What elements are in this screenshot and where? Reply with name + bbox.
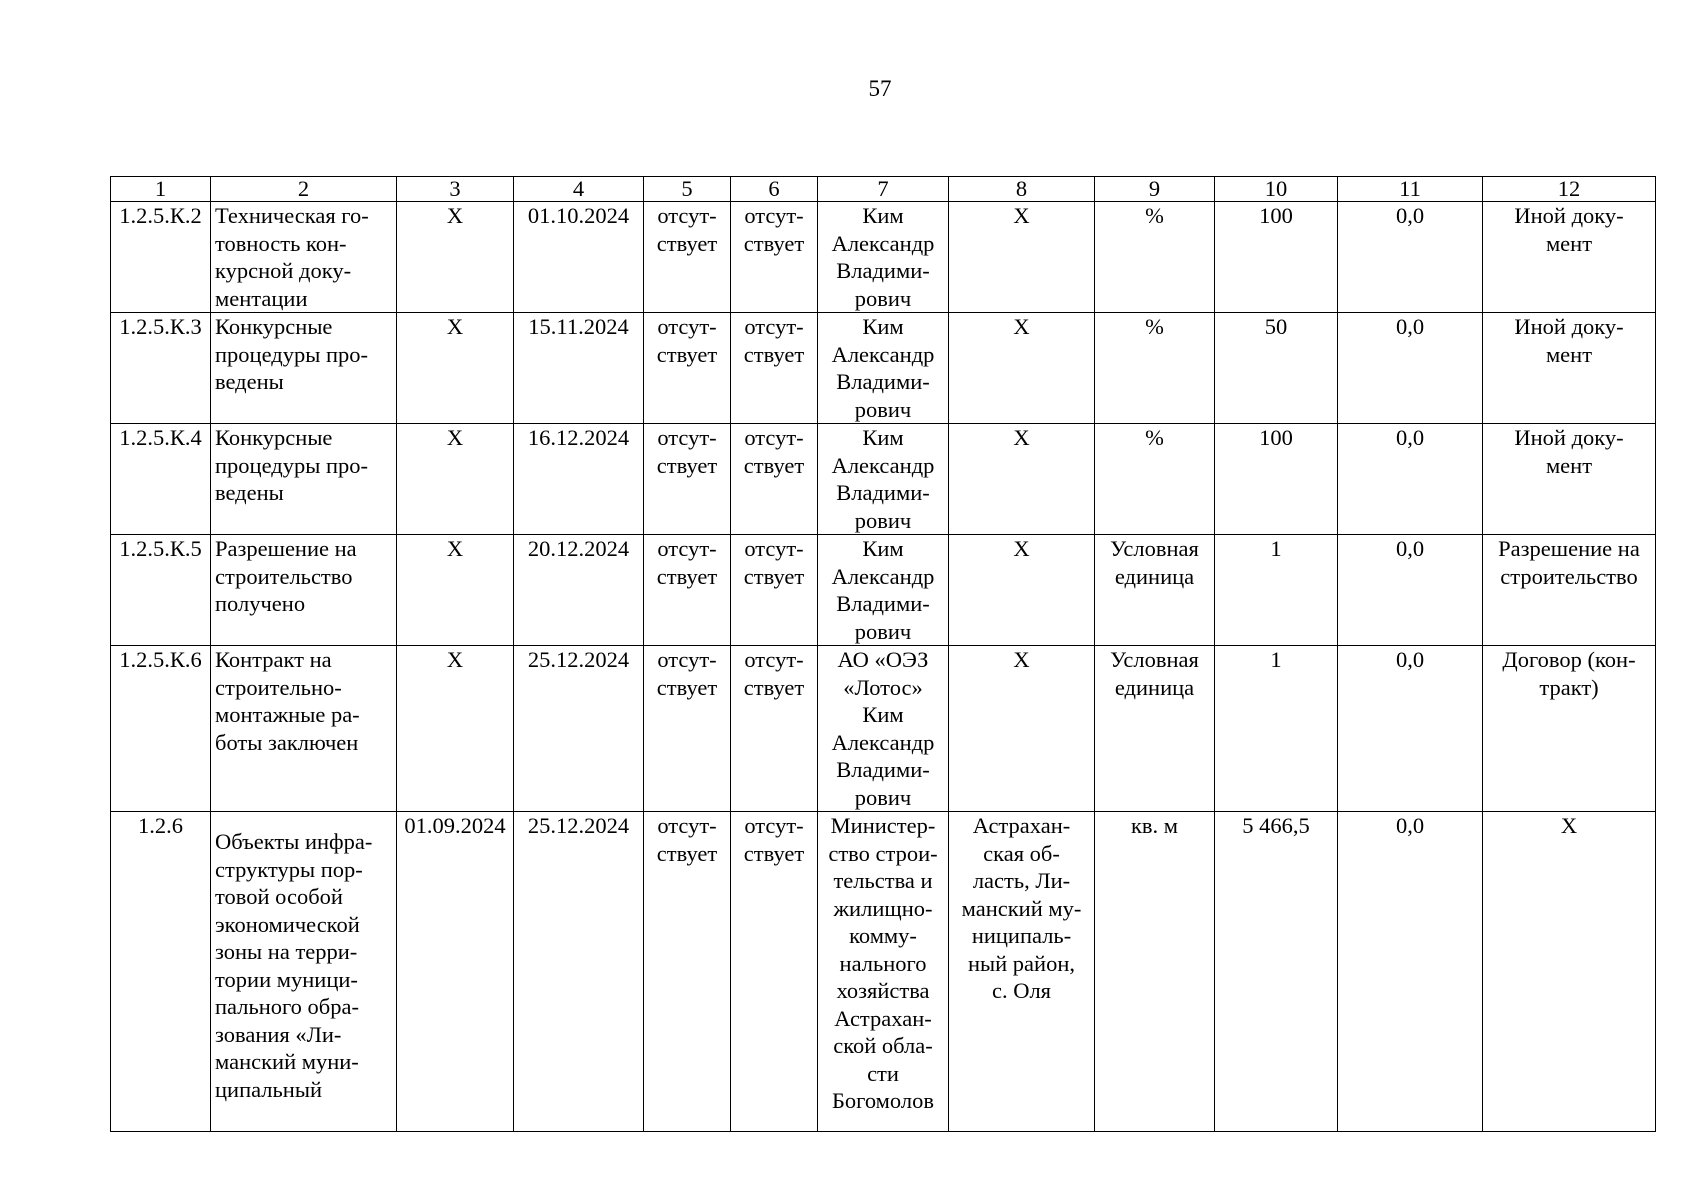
cell-responsible: Министер- ство строи- тельства и жилищно- комму- нального хозяйства Астрахан- ской обла- сти Богомолов	[818, 812, 949, 1132]
cell-col6: отсут- ствует	[731, 535, 818, 646]
cell-unit: %	[1095, 202, 1215, 313]
column-header: 1	[111, 177, 211, 202]
table-row	[111, 313, 1656, 424]
cell-col6: отсут- ствует	[731, 424, 818, 535]
cell-document: Иной доку- мент	[1483, 313, 1656, 424]
table-header-row	[111, 177, 1656, 202]
cell-location: Х	[949, 202, 1095, 313]
cell-name: Конкурсные процедуры про- ведены	[211, 424, 397, 535]
cell-end-date: 25.12.2024	[514, 646, 644, 812]
cell-location: Х	[949, 646, 1095, 812]
cell-start-date: Х	[397, 535, 514, 646]
cell-name: Техническая го- товность кон- курсной доку- ментации	[211, 202, 397, 313]
cell-number: 1.2.5.К.3	[111, 313, 211, 424]
cell-value: 100	[1215, 424, 1338, 535]
cell-col11: 0,0	[1338, 313, 1483, 424]
column-header: 6	[731, 177, 818, 202]
table-row	[111, 202, 1656, 313]
cell-name: Конкурсные процедуры про- ведены	[211, 313, 397, 424]
cell-unit: Условная единица	[1095, 646, 1215, 812]
column-header: 9	[1095, 177, 1215, 202]
cell-col6: отсут- ствует	[731, 646, 818, 812]
cell-value: 100	[1215, 202, 1338, 313]
table-row	[111, 812, 1656, 1132]
cell-col11: 0,0	[1338, 646, 1483, 812]
cell-col11: 0,0	[1338, 535, 1483, 646]
cell-value: 1	[1215, 646, 1338, 812]
cell-number: 1.2.5.К.6	[111, 646, 211, 812]
cell-col5: отсут- ствует	[644, 646, 731, 812]
column-header: 7	[818, 177, 949, 202]
cell-end-date: 01.10.2024	[514, 202, 644, 313]
cell-document: Договор (кон- тракт)	[1483, 646, 1656, 812]
schedule-table	[110, 176, 1656, 1132]
cell-unit: %	[1095, 424, 1215, 535]
cell-end-date: 15.11.2024	[514, 313, 644, 424]
cell-col5: отсут- ствует	[644, 812, 731, 1132]
cell-col5: отсут- ствует	[644, 202, 731, 313]
cell-end-date: 16.12.2024	[514, 424, 644, 535]
cell-location: Х	[949, 424, 1095, 535]
cell-document: Иной доку- мент	[1483, 424, 1656, 535]
cell-col5: отсут- ствует	[644, 313, 731, 424]
cell-start-date: Х	[397, 313, 514, 424]
column-header: 5	[644, 177, 731, 202]
cell-unit: %	[1095, 313, 1215, 424]
cell-start-date: 01.09.2024	[397, 812, 514, 1132]
cell-start-date: Х	[397, 202, 514, 313]
cell-location: Х	[949, 535, 1095, 646]
cell-name: Контракт на строительно- монтажные ра- боты заключен	[211, 646, 397, 812]
table-row	[111, 424, 1656, 535]
cell-number: 1.2.5.К.4	[111, 424, 211, 535]
column-header: 8	[949, 177, 1095, 202]
cell-number: 1.2.5.К.2	[111, 202, 211, 313]
cell-responsible: Ким Александр Владими- рович	[818, 202, 949, 313]
cell-unit: Условная единица	[1095, 535, 1215, 646]
cell-value: 50	[1215, 313, 1338, 424]
cell-document: Иной доку- мент	[1483, 202, 1656, 313]
column-header: 12	[1483, 177, 1656, 202]
cell-name: Разрешение на строительство получено	[211, 535, 397, 646]
cell-col6: отсут- ствует	[731, 313, 818, 424]
cell-col5: отсут- ствует	[644, 424, 731, 535]
cell-responsible: Ким Александр Владими- рович	[818, 535, 949, 646]
cell-col6: отсут- ствует	[731, 812, 818, 1132]
cell-start-date: Х	[397, 646, 514, 812]
cell-responsible: Ким Александр Владими- рович	[818, 313, 949, 424]
cell-end-date: 25.12.2024	[514, 812, 644, 1132]
cell-col6: отсут- ствует	[731, 202, 818, 313]
cell-number: 1.2.5.К.5	[111, 535, 211, 646]
cell-location: Х	[949, 313, 1095, 424]
cell-value: 5 466,5	[1215, 812, 1338, 1132]
column-header: 10	[1215, 177, 1338, 202]
column-header: 4	[514, 177, 644, 202]
column-header: 11	[1338, 177, 1483, 202]
column-header: 3	[397, 177, 514, 202]
cell-col11: 0,0	[1338, 424, 1483, 535]
cell-document: Х	[1483, 812, 1656, 1132]
cell-col11: 0,0	[1338, 202, 1483, 313]
cell-number: 1.2.6	[111, 812, 211, 1132]
cell-name: Объекты инфра- структуры пор- товой особой экономической зоны на терри- тории муници- пального обра- зования «Ли- манский муни- ципальный	[211, 812, 397, 1132]
cell-location: Астрахан- ская об- ласть, Ли- манский му- ниципаль- ный район, с. Оля	[949, 812, 1095, 1132]
column-header: 2	[211, 177, 397, 202]
cell-start-date: Х	[397, 424, 514, 535]
cell-document: Разрешение на строительство	[1483, 535, 1656, 646]
cell-responsible: Ким Александр Владими- рович	[818, 424, 949, 535]
cell-col11: 0,0	[1338, 812, 1483, 1132]
cell-responsible: АО «ОЭЗ «Лотос» Ким Александр Владими- рович	[818, 646, 949, 812]
table-row	[111, 646, 1656, 812]
cell-unit: кв. м	[1095, 812, 1215, 1132]
table-row	[111, 535, 1656, 646]
cell-value: 1	[1215, 535, 1338, 646]
page-number: 57	[868, 76, 892, 101]
cell-col5: отсут- ствует	[644, 535, 731, 646]
cell-end-date: 20.12.2024	[514, 535, 644, 646]
